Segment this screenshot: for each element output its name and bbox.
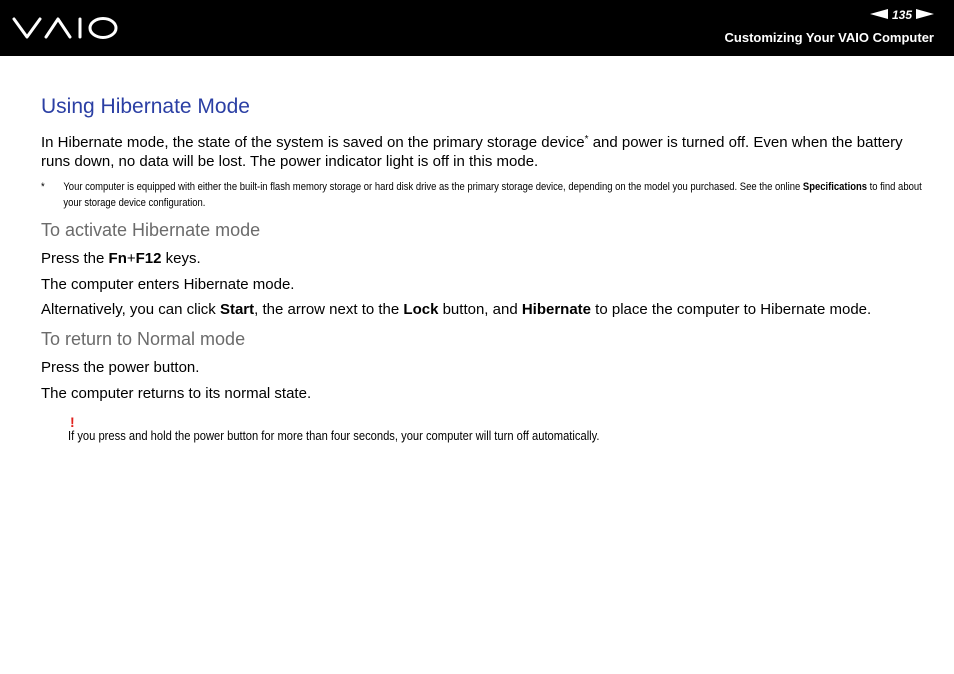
footnote-reference: * bbox=[584, 134, 589, 145]
note-text: If you press and hold the power button for more than four seconds, your computer will turn off automatically. bbox=[68, 428, 600, 443]
activate-step: Press the Fn+F12 keys. bbox=[41, 250, 201, 267]
activate-result: The computer enters Hibernate mode. bbox=[41, 276, 295, 293]
intro-paragraph: In Hibernate mode, the state of the system is saved on the primary storage device* and power is turned off. Even when the battery runs down, no data will be lost. The power indicator light is off in this mode. bbox=[41, 134, 903, 170]
section-title: Customizing Your VAIO Computer bbox=[724, 30, 934, 45]
activate-alternative: Alternatively, you can click Start, the arrow next to the Lock button, and Hibernate to place the computer to Hibernate mode. bbox=[41, 301, 872, 318]
return-heading: To return to Normal mode bbox=[41, 329, 246, 349]
page-header bbox=[0, 0, 954, 56]
return-step: Press the power button. bbox=[41, 359, 200, 376]
start-label: Start bbox=[219, 301, 255, 318]
previous-page-arrow-icon[interactable] bbox=[870, 6, 888, 24]
warning-icon: ! bbox=[70, 414, 75, 430]
key-fn: Fn bbox=[108, 250, 127, 267]
specifications-link: Specifications bbox=[802, 181, 868, 193]
footnote-text: Your computer is equipped with either the built-in flash memory storage or hard disk drive as the primary storage device, depending on the model you purchased. See the online Specifications to find about your storage device configuration. bbox=[63, 181, 922, 209]
key-f12: F12 bbox=[135, 250, 162, 267]
page-title: Using Hibernate Mode bbox=[41, 95, 250, 118]
return-result: The computer returns to its normal state. bbox=[41, 385, 312, 402]
page-number: 135 bbox=[891, 8, 912, 22]
footnote-mark: * bbox=[41, 181, 45, 193]
lock-label: Lock bbox=[403, 301, 439, 318]
hibernate-label: Hibernate bbox=[521, 301, 592, 318]
vaio-logo bbox=[12, 14, 120, 47]
next-page-arrow-icon[interactable] bbox=[916, 6, 934, 24]
activate-heading: To activate Hibernate mode bbox=[41, 220, 261, 240]
page-navigation bbox=[870, 8, 934, 22]
